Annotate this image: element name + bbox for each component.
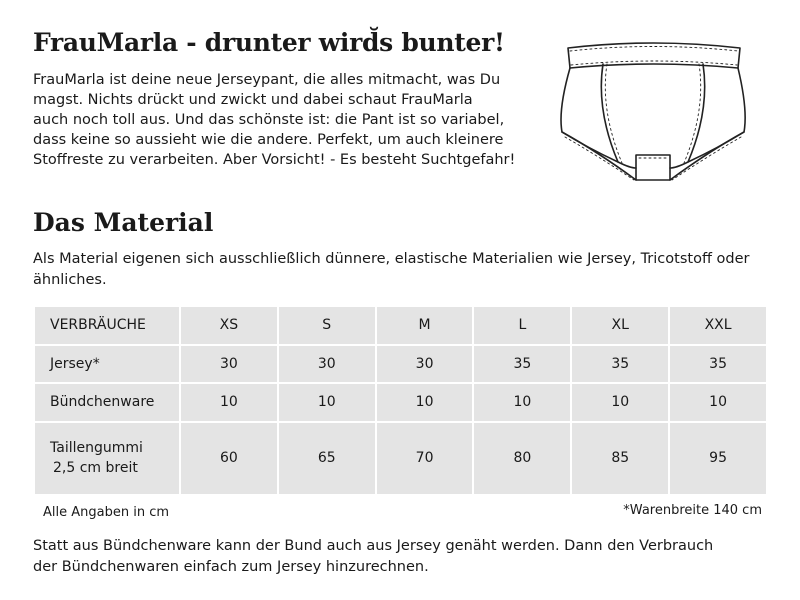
- intro-paragraph: [33, 70, 533, 170]
- table-header-cell: XL: [571, 306, 669, 345]
- material-heading: Das Material: [33, 208, 214, 237]
- intro-line: magst. Nichts drückt und zwickt und dabei schaut FrauMarla: [33, 92, 473, 108]
- row-label: Bündchenware: [34, 383, 180, 422]
- table-row: [34, 383, 767, 422]
- footer-line: der Bündchenwaren einfach zum Jersey hinzurechnen.: [33, 559, 429, 575]
- table-cell: 30: [376, 345, 474, 384]
- table-cell: 10: [278, 383, 376, 422]
- table-cell: 60: [180, 422, 278, 496]
- table-cell: 10: [180, 383, 278, 422]
- table-cell: 95: [669, 422, 767, 496]
- intro-line: Stoffreste zu verarbeiten. Aber Vorsicht! - Es besteht Suchtgefahr!: [33, 152, 516, 168]
- table-cell: 70: [376, 422, 474, 496]
- table-header-cell: VERBRÄUCHE: [34, 306, 180, 345]
- table-header-row: [34, 306, 767, 345]
- table-row: [34, 422, 767, 496]
- footer-paragraph: [33, 536, 778, 578]
- table-cell: 30: [278, 345, 376, 384]
- table-header-cell: XXL: [669, 306, 767, 345]
- table-cell: 10: [473, 383, 571, 422]
- table-cell: 85: [571, 422, 669, 496]
- table-cell: 35: [669, 345, 767, 384]
- table-header-cell: M: [376, 306, 474, 345]
- consumption-table: [33, 305, 768, 496]
- page-title: FrauMarla - drunter wird̆s bunter!: [33, 28, 505, 57]
- fabric-width-note: *Warenbreite 140 cm: [623, 503, 762, 518]
- footer-line: Statt aus Bündchenware kann der Bund auch aus Jersey genäht werden. Dann den Verbrauch: [33, 538, 714, 554]
- table-header-cell: XS: [180, 306, 278, 345]
- table-header-cell: L: [473, 306, 571, 345]
- row-label-line: Taillengummi: [50, 440, 143, 457]
- table-cell: 35: [571, 345, 669, 384]
- row-label: Jersey*: [34, 345, 180, 384]
- units-note: Alle Angaben in cm: [43, 505, 170, 520]
- table-cell: 10: [669, 383, 767, 422]
- intro-line: FrauMarla ist deine neue Jerseypant, die alles mitmacht, was Du: [33, 72, 501, 88]
- table-cell: 35: [473, 345, 571, 384]
- table-cell: 10: [376, 383, 474, 422]
- table-row: [34, 345, 767, 384]
- intro-line: auch noch toll aus. Und das schönste ist: die Pant ist so variabel,: [33, 112, 505, 128]
- table-cell: 10: [571, 383, 669, 422]
- table-cell: 80: [473, 422, 571, 496]
- intro-line: dass keine so aussieht wie die andere. Perfekt, um auch kleinere: [33, 132, 504, 148]
- table-cell: 30: [180, 345, 278, 384]
- panty-illustration: [548, 40, 758, 190]
- row-label-line: 2,5 cm breit: [53, 460, 138, 477]
- material-text: Als Material eigenen sich ausschließlich dünnere, elastische Materialien wie Jersey, Tricotstoff oder ähnliches.: [33, 251, 750, 288]
- table-cell: 65: [278, 422, 376, 496]
- row-label: [34, 422, 180, 496]
- table-header-cell: S: [278, 306, 376, 345]
